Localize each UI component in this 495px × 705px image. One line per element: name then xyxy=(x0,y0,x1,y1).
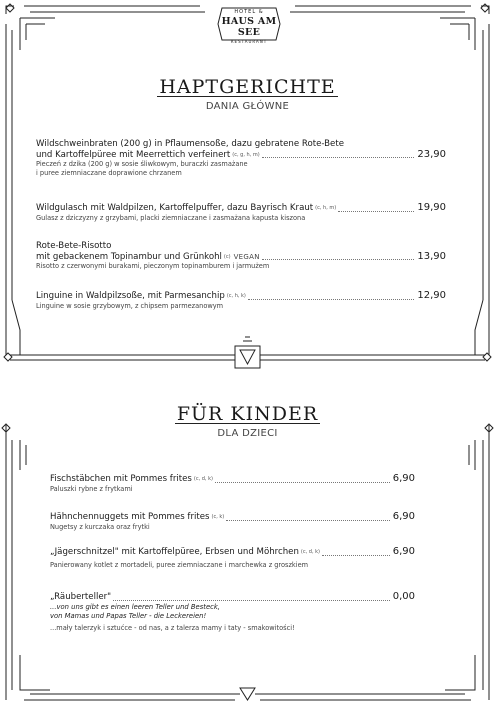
item-description: Paluszki rybne z frytkami xyxy=(50,484,133,493)
main-section-title: HAPTGERICHTE xyxy=(159,76,336,98)
item-name: „Räuberteller" xyxy=(50,592,112,602)
allergens: (c, d, k) xyxy=(300,549,320,555)
item-name: Wildgulasch mit Waldpilzen, Kartoffelpuffer, dazu Bayrisch Kraut xyxy=(36,203,314,213)
hotel-logo xyxy=(210,4,288,44)
menu-item xyxy=(50,547,415,570)
dot-leader xyxy=(226,520,389,521)
dot-leader xyxy=(113,600,390,601)
item-description: Risotto z czerwonymi burakami, pieczonym topinamburem i jarmużem xyxy=(36,262,270,270)
allergens: (c, h, m) xyxy=(315,205,337,211)
item-name: Linguine in Waldpilzsoße, mit Parmesanchip xyxy=(36,291,225,301)
menu-item xyxy=(36,241,446,271)
item-description: Gulasz z dziczyzny z grzybami, placki ziemniaczane i zasmażana kapusta kiszona xyxy=(36,213,306,222)
menu-item xyxy=(36,291,446,311)
item-name-cont: mit gebackenem Topinambur und Grünkohl xyxy=(36,251,222,262)
vegan-badge: VEGAN xyxy=(233,252,260,261)
item-description: Pieczeń z dzika (200 g) w sosie śliwkowym, buraczki zasmażane xyxy=(36,160,248,168)
item-name: Wildschweinbraten (200 g) in Pflaumensoße, dazu gebratene Rote-Bete xyxy=(36,139,344,149)
menu-item xyxy=(50,512,415,532)
allergens: (c, d, k) xyxy=(193,476,213,482)
price: 0,00 xyxy=(392,591,415,602)
item-note: von Mamas und Papas Teller - die Leckereien! xyxy=(50,611,207,620)
dot-leader xyxy=(338,211,414,212)
menu-item xyxy=(36,139,446,178)
price: 13,90 xyxy=(417,250,446,262)
allergens: (c) xyxy=(223,253,231,260)
allergens: (c, h, k) xyxy=(226,293,246,299)
logo-name: HAUS AM SEE xyxy=(221,16,277,38)
item-description: Nugetsy z kurczaka oraz frytki xyxy=(50,522,150,531)
item-description: Panierowany kotlet z mortadeli, puree ziemniaczane i marchewka z groszkiem xyxy=(50,560,309,569)
menu-item xyxy=(36,203,446,223)
kids-section-title: FÜR KINDER xyxy=(176,403,319,425)
menu-item xyxy=(50,474,415,494)
logo-restaurant-text: RESTAURANT xyxy=(230,39,268,44)
dot-leader xyxy=(262,259,415,260)
dot-leader xyxy=(322,555,390,556)
item-name: Hähnchennuggets mit Pommes frites xyxy=(50,512,210,522)
price: 23,90 xyxy=(417,148,446,160)
item-note: ...von uns gibt es einen leeren Teller und Besteck, xyxy=(50,602,220,611)
kids-section-subtitle: DLA DZIECI xyxy=(217,428,278,439)
allergens: (c, k) xyxy=(211,514,225,520)
item-name: Rote-Bete-Risotto xyxy=(36,241,112,251)
main-section-subtitle: DANIA GŁÓWNE xyxy=(205,101,290,112)
item-description: ...mały talerzyk i sztućce - od nas, a z talerza mamy i taty - smakowitości! xyxy=(50,623,295,632)
dot-leader xyxy=(248,299,414,300)
price: 19,90 xyxy=(417,202,446,213)
item-description: Linguine w sosie grzybowym, z chipsem parmezanowym xyxy=(36,301,224,310)
price: 12,90 xyxy=(417,290,446,301)
menu-item xyxy=(50,592,415,633)
logo-hotel-text: HOTEL & xyxy=(234,9,264,15)
item-name: „Jägerschnitzel" mit Kartoffelpüree, Erbsen und Möhrchen xyxy=(50,547,299,557)
item-description: i puree ziemniaczane doprawione chrzanem xyxy=(36,169,182,177)
price: 6,90 xyxy=(392,511,415,522)
dot-leader xyxy=(215,482,390,483)
price: 6,90 xyxy=(392,546,415,557)
price: 6,90 xyxy=(392,473,415,484)
dot-leader xyxy=(262,157,415,158)
allergens: (c, g, h, m) xyxy=(232,151,260,158)
item-name-cont: und Kartoffelpüree mit Meerrettich verfeinert xyxy=(36,149,231,160)
item-name: Fischstäbchen mit Pommes frites xyxy=(50,474,192,484)
